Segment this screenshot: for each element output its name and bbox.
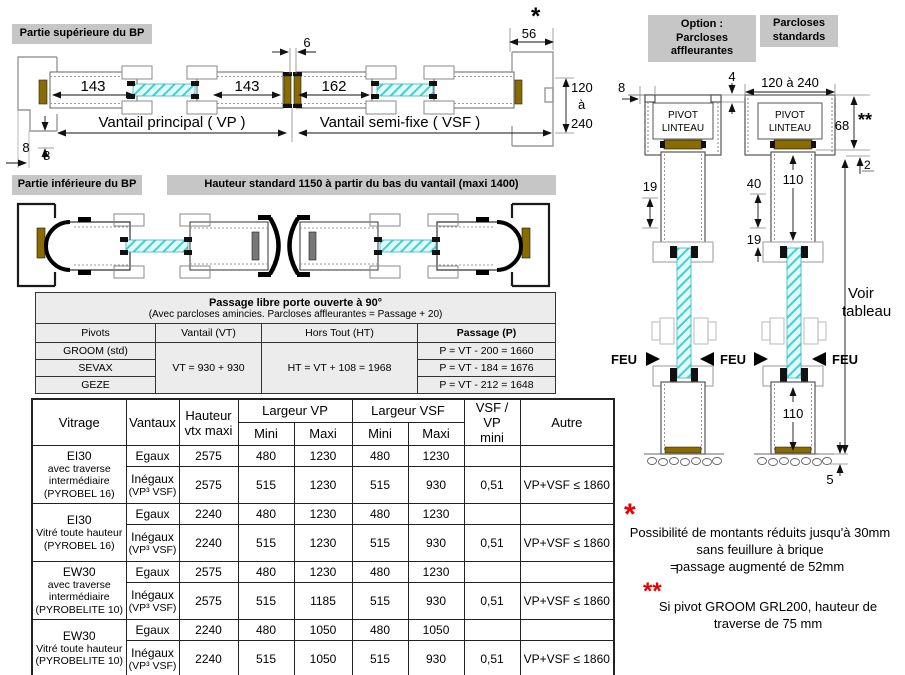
feu-arrow-right-icon [754, 352, 768, 366]
footnote-1-equals: = [670, 559, 678, 574]
hauteur: 2575 [179, 562, 238, 583]
svg-text:6: 6 [303, 35, 311, 50]
header-vantaux: Vantaux [126, 399, 179, 446]
hauteur: 2240 [179, 504, 238, 525]
col-header-vantail: Vantail (VT) [156, 324, 262, 343]
vsf-mini: 515 [352, 583, 408, 620]
vantaux-egaux: Egaux [126, 446, 179, 467]
vp-maxi: 1230 [294, 467, 352, 504]
vp-maxi: 1230 [294, 562, 352, 583]
pivot-name: SEVAX [36, 360, 156, 377]
ground-hatch-right [754, 454, 834, 466]
vantaux-egaux: Egaux [126, 562, 179, 583]
dim-40 [747, 176, 766, 228]
hauteur: 2240 [179, 620, 238, 641]
bottom-glass [126, 240, 436, 252]
autre-empty [520, 620, 614, 641]
hauteur: 2575 [179, 583, 238, 620]
footnote-1-line3: passage augmenté de 52mm [675, 559, 845, 574]
passage-table [35, 292, 556, 394]
title-partie-superieure [12, 24, 152, 44]
passage-value: P = VT - 200 = 1660 [418, 343, 556, 360]
feu-label-2: FEU [720, 352, 746, 367]
col-header-pivots: Pivots [36, 324, 156, 343]
ratio: 0,51 [464, 525, 520, 562]
pivot-label-l1: PIVOT [774, 110, 806, 121]
vitrage-l2: Vitré toute hauteur [36, 527, 123, 540]
header-autre: Autre [520, 399, 614, 446]
ratio-empty [464, 620, 520, 641]
sizing-table [31, 398, 615, 675]
footnote-1-line1: Possibilité de montants réduits jusqu'à 30mm [629, 525, 891, 540]
vp-maxi: 1230 [294, 525, 352, 562]
autre-empty [520, 446, 614, 467]
inegaux-l1: Inégaux [131, 529, 174, 544]
meeting-stile-seals [283, 72, 302, 108]
passage-table-subtitle: (Avec parcloses amincies. Parcloses affleurantes = Passage + 20) [148, 308, 443, 320]
vitrage-cell [32, 446, 126, 504]
vitrage-cell [32, 620, 126, 675]
vsf-maxi: 1230 [408, 562, 464, 583]
vp-mini: 515 [238, 467, 294, 504]
dim-4 [721, 70, 746, 114]
banner-hauteur-standard [167, 175, 556, 195]
svg-text:19: 19 [642, 179, 658, 194]
std-l2: standards [772, 31, 826, 43]
dim-5 [818, 442, 848, 487]
header-hauteur [179, 399, 238, 446]
table-row [32, 620, 614, 641]
header-ratio-l1: VSF / VP [475, 400, 509, 430]
vitrage-l1: EI30 [66, 513, 92, 528]
header-vsf-maxi: Maxi [408, 422, 464, 445]
vitrage-l1: EI30 [66, 449, 92, 464]
vantaux-inegaux [126, 583, 179, 620]
vsf-mini: 515 [352, 525, 408, 562]
autre: VP+VSF ≤ 1860 [520, 641, 614, 675]
svg-text:5: 5 [826, 472, 834, 487]
feu-arrow-left-icon [700, 352, 714, 366]
ratio: 0,51 [464, 641, 520, 675]
hors-tout-value: HT = VT + 108 = 1968 [262, 343, 418, 394]
vitrage-l3: (PYROBEL 16) [43, 539, 115, 552]
vitrage-l2: avec traverse [47, 579, 111, 592]
vsf-maxi: 930 [408, 641, 464, 675]
pivot-linteau-box-left [653, 103, 713, 149]
vsf-label: Vantail semi-fixe ( VSF ) [319, 114, 481, 131]
svg-text:2: 2 [864, 158, 871, 172]
inegaux-l2: (VP³ VSF) [128, 659, 177, 672]
vitrage-l2: avec traverse [47, 463, 111, 476]
passage-table-title-cell [36, 293, 556, 324]
vsf-maxi: 930 [408, 525, 464, 562]
gold-seal-right [515, 80, 522, 104]
vsf-mini: 515 [352, 641, 408, 675]
dim-voir-tableau [842, 160, 891, 453]
gold-seal-right [522, 228, 530, 258]
table-row [36, 343, 556, 360]
feu-arrow-right-icon [646, 352, 660, 366]
dim-19-left [642, 179, 658, 228]
svg-text:à: à [578, 97, 586, 112]
inegaux-l1: Inégaux [131, 471, 174, 486]
vitrage-l3: intermédiaire [48, 475, 110, 488]
option-l1: Option : [680, 17, 724, 30]
vp-maxi: 1230 [294, 446, 352, 467]
vsf-mini: 480 [352, 446, 408, 467]
inegaux-l2: (VP³ VSF) [128, 485, 177, 498]
hauteur: 2575 [179, 467, 238, 504]
passage-value: P = VT - 184 = 1676 [418, 360, 556, 377]
vp-mini: 515 [238, 641, 294, 675]
vantaux-egaux: Egaux [126, 620, 179, 641]
autre-empty [520, 562, 614, 583]
vantaux-inegaux [126, 467, 179, 504]
footnote-2 [648, 598, 888, 632]
inegaux-l2: (VP³ VSF) [128, 601, 177, 614]
dim-jamb-range [555, 78, 593, 133]
vsf-mini: 480 [352, 620, 408, 641]
svg-text:56: 56 [521, 26, 537, 41]
feu-label-3: FEU [832, 352, 858, 367]
vp-maxi: 1230 [294, 504, 352, 525]
header-largeur-vsf: Largeur VSF [352, 399, 464, 422]
footnote-1 [622, 524, 898, 575]
svg-text:120: 120 [571, 80, 593, 95]
pivot-label-l2: LINTEAU [768, 123, 812, 134]
vertical-section-drawing [608, 70, 905, 490]
header-vp-maxi: Maxi [294, 422, 352, 445]
autre: VP+VSF ≤ 1860 [520, 467, 614, 504]
header-hauteur-l1: Hauteur [185, 407, 232, 423]
svg-text:8: 8 [43, 148, 51, 163]
vp-label: Vantail principal ( VP ) [98, 114, 246, 131]
autre-empty [520, 504, 614, 525]
col-header-hors-tout: Hors Tout (HT) [262, 324, 418, 343]
header-vitrage: Vitrage [32, 399, 126, 446]
autre: VP+VSF ≤ 1860 [520, 525, 614, 562]
glass-right [787, 248, 801, 378]
title-partie-inferieure [12, 175, 142, 195]
hauteur: 2575 [179, 446, 238, 467]
vantail-span-dims [58, 108, 551, 142]
title-partie-inferieure-label: Partie inférieure du BP [17, 178, 137, 191]
header-largeur-vp: Largeur VP [238, 399, 352, 422]
table-row [32, 446, 614, 467]
dim-19-right [747, 232, 761, 262]
vsf-mini: 480 [352, 562, 408, 583]
svg-text:110: 110 [782, 172, 804, 187]
ratio-empty [464, 446, 520, 467]
vsf-maxi: 930 [408, 467, 464, 504]
hauteur: 2240 [179, 525, 238, 562]
pivot-name: GROOM (std) [36, 343, 156, 360]
svg-text:19: 19 [746, 232, 762, 247]
gold-seal-left [37, 228, 45, 258]
svg-text:68: 68 [834, 118, 850, 133]
footnote-2-line2: traverse de 75 mm [713, 616, 823, 631]
feu-arrow-left-icon [812, 352, 826, 366]
footnote-1-line2: sans feuillure à brique [696, 542, 824, 557]
dim-2 [846, 156, 874, 174]
vitrage-cell [32, 504, 126, 562]
dim-gap-6 [272, 35, 316, 74]
option-l2: Parcloses [676, 31, 728, 44]
vitrage-l4: (PYROBEL 16) [43, 487, 115, 500]
feu-arrows [611, 352, 858, 367]
bottom-tubes [190, 222, 378, 270]
header-ratio [464, 399, 520, 446]
vantail-value: VT = 930 + 930 [156, 343, 262, 394]
svg-text:8: 8 [618, 80, 626, 95]
vp-mini: 515 [238, 583, 294, 620]
vsf-maxi: 930 [408, 583, 464, 620]
vitrage-l3: intermédiaire [48, 591, 110, 604]
ground-hatch-left [644, 454, 724, 466]
col-header-passage: Passage (P) [418, 324, 556, 343]
gold-seal [774, 140, 812, 149]
footnote-double-star: ** [643, 578, 662, 605]
vp-mini: 480 [238, 504, 294, 525]
vp-mini: 480 [238, 562, 294, 583]
vantaux-egaux: Egaux [126, 504, 179, 525]
vp-maxi: 1050 [294, 620, 352, 641]
label-option-parcloses [648, 15, 756, 62]
label-parcloses-standards [760, 15, 838, 47]
ratio: 0,51 [464, 467, 520, 504]
table-row [32, 562, 614, 583]
svg-text:40: 40 [746, 176, 762, 191]
footnote-2-line1: Si pivot GROOM GRL200, hauteur de [658, 599, 878, 614]
banner-hauteur-standard-label: Hauteur standard 1150 à partir du bas du vantail (maxi 1400) [204, 178, 519, 191]
autre: VP+VSF ≤ 1860 [520, 583, 614, 620]
table-row [32, 504, 614, 525]
passage-value: P = VT - 212 = 1648 [418, 377, 556, 394]
vantaux-inegaux [126, 641, 179, 675]
svg-text:143: 143 [234, 78, 260, 95]
vitrage-l1: EW30 [62, 565, 96, 580]
svg-text:120 à 240: 120 à 240 [761, 75, 819, 90]
vitrage-l2: Vitré toute hauteur [36, 643, 123, 656]
vp-mini: 480 [238, 620, 294, 641]
glass-left [677, 248, 691, 378]
voir-l2: tableau [842, 303, 892, 320]
vp-maxi: 1185 [294, 583, 352, 620]
gold-seal [664, 140, 702, 149]
svg-text:4: 4 [728, 70, 736, 84]
vp-mini: 515 [238, 525, 294, 562]
vsf-mini: 515 [352, 467, 408, 504]
option-l3: affleurantes [670, 45, 734, 58]
inegaux-l1: Inégaux [131, 645, 174, 660]
header-vp-mini: Mini [238, 422, 294, 445]
vsf-maxi: 1230 [408, 446, 464, 467]
bottom-section-drawing [0, 196, 605, 296]
pivot-tube-left [661, 152, 705, 244]
ratio-empty [464, 562, 520, 583]
pivot-label-l2: LINTEAU [661, 123, 705, 134]
hauteur: 2240 [179, 641, 238, 675]
inegaux-l1: Inégaux [131, 587, 174, 602]
title-partie-superieure-label: Partie supérieure du BP [19, 27, 145, 40]
vsf-mini: 480 [352, 504, 408, 525]
std-l1: Parcloses [773, 17, 825, 30]
gold-seal [39, 80, 47, 104]
svg-text:240: 240 [571, 116, 593, 131]
vitrage-l4: (PYROBELITE 10) [35, 603, 124, 616]
vp-maxi: 1050 [294, 641, 352, 675]
ratio: 0,51 [464, 583, 520, 620]
vantaux-inegaux [126, 525, 179, 562]
vsf-maxi: 1230 [408, 504, 464, 525]
header-vsf-mini: Mini [352, 422, 408, 445]
double-star: ** [858, 110, 873, 130]
vitrage-cell [32, 562, 126, 620]
voir-l1: Voir [848, 285, 874, 302]
pivot-label-l1: PIVOT [667, 110, 699, 121]
svg-text:110: 110 [782, 406, 804, 421]
svg-text:143: 143 [80, 78, 106, 95]
pivot-name: GEZE [36, 377, 156, 394]
star-asterisk: * [531, 3, 541, 30]
header-ratio-l2: mini [480, 430, 504, 445]
feu-label-1: FEU [611, 352, 637, 367]
vp-mini: 480 [238, 446, 294, 467]
passage-table-title: Passage libre porte ouverte à 90° [208, 296, 383, 309]
svg-text:162: 162 [321, 78, 347, 95]
inegaux-l2: (VP³ VSF) [128, 543, 177, 556]
bottom-rail-left [661, 382, 705, 454]
svg-text:8: 8 [22, 140, 30, 155]
ratio-empty [464, 504, 520, 525]
vitrage-l3: (PYROBELITE 10) [35, 655, 124, 668]
header-hauteur-l2: vtx maxi [184, 422, 233, 438]
vsf-maxi: 1050 [408, 620, 464, 641]
vitrage-l1: EW30 [62, 629, 96, 644]
footnote-star: * [624, 498, 636, 531]
